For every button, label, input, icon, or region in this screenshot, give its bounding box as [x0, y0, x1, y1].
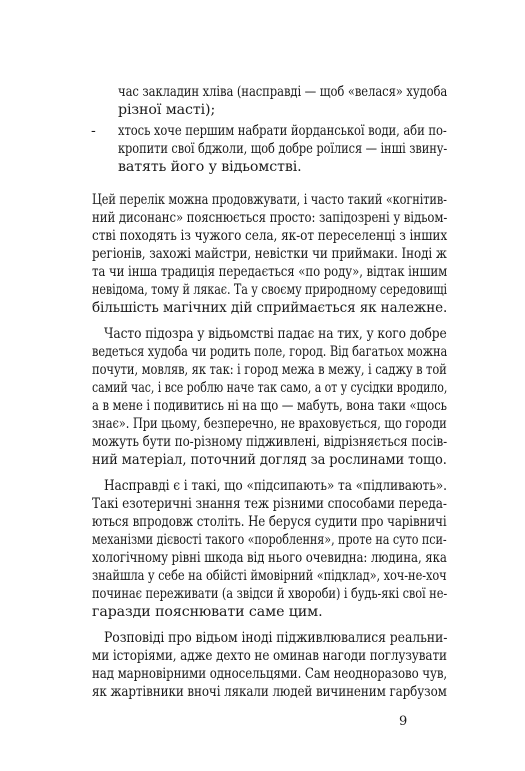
paragraph-3-line-8: гаразди пояснювати саме цим. — [92, 604, 323, 620]
paragraph-1-line-7: більшість магічних дій сприймається як належне. — [92, 300, 448, 316]
paragraph-3-line-6: знайшла у себе на обійсті ймовірний «підклад», хоч-не-хоч — [92, 568, 447, 584]
paragraph-2-line-7: можуть бути по-різному підживлені, відрізняється посів- — [92, 434, 448, 450]
paragraph-4-line-4: як жартівники вночі лякали людей вичиненим гарбузом — [92, 684, 447, 700]
list-item-1-line-1: час закладин хліва (насправді — щоб «велася» худоба — [118, 84, 448, 100]
list-item-2-marker: - — [91, 123, 96, 139]
paragraph-3-line-4: механізми дієвості такого «пороблення», проте на суто пси- — [92, 532, 447, 548]
list-item-2-line-2: кропити свої бджоли, щоб добре роїлися — інші звину- — [118, 141, 448, 157]
list-item-2-line-1: хтось хоче першим набрати йорданської води, аби по- — [118, 123, 447, 139]
paragraph-4-line-2: ми історіями, адже дехто не оминав нагоди поглузувати — [92, 648, 447, 664]
paragraph-3-line-7: починає переживати (а звідси й хвороби) і будь-які свої не- — [92, 586, 448, 602]
paragraph-4-line-1: Розповіді про відьом іноді підживлювалися реальни- — [104, 630, 448, 646]
paragraph-1-line-5: та чи інша традиція передається «по роду», відтак іншим — [92, 264, 448, 280]
paragraph-1-line-2: ний дисонанс» пояснюється просто: запідозрені у відьом- — [92, 210, 448, 226]
paragraph-1-line-6: невідома, тому й лякає. Та у своєму природному середовищі — [92, 282, 448, 298]
paragraph-1-line-3: стві походять із чужого села, як-от переселенці з інших — [92, 228, 448, 244]
list-item-2-line-3: ватять його у відьомстві. — [118, 159, 302, 175]
paragraph-2-line-6: знає». При цьому, безперечно, не враховується, що городи — [92, 416, 447, 432]
page-number: 9 — [399, 714, 408, 729]
paragraph-1-line-1: Цей перелік можна продовжувати, і часто такий «когнітив- — [92, 192, 447, 208]
paragraph-2-line-2: ведеться худоба чи родить поле, город. Від багатьох можна — [92, 344, 448, 360]
paragraph-2-line-1: Часто підозра у відьомстві падає на тих, у кого добре — [104, 326, 447, 342]
paragraph-1-line-4: регіонів, захожі майстри, невістки чи приймаки. Іноді ж — [92, 246, 447, 262]
paragraph-2-line-8: ний матеріал, поточний догляд за рослинами тощо. — [92, 452, 447, 468]
paragraph-2-line-5: а в мене і подивитись ні на що — мабуть, вона таки «щось — [92, 398, 447, 414]
paragraph-3-line-2: Такі езотеричні знання теж різними способами переда- — [92, 496, 447, 512]
paragraph-3-line-3: ються впродовж століть. Не беруся судити про чарівничі — [92, 514, 447, 530]
paragraph-3-line-1: Насправді є і такі, що «підсипають» та «підливають». — [104, 478, 447, 494]
paragraph-2-line-4: самий час, і все роблю наче так само, а от у сусідки вродило, — [92, 380, 448, 396]
paragraph-3-line-5: хологічному рівні шкода від нього очевидна: людина, яка — [92, 550, 447, 566]
list-item-1-line-2: різної масті); — [118, 102, 216, 118]
paragraph-2-line-3: почути, мовляв, як так: і город межа в межу, і саджу в той — [92, 362, 447, 378]
paragraph-4-line-3: над марновірними односельцями. Сам неодноразово чув, — [92, 666, 448, 682]
